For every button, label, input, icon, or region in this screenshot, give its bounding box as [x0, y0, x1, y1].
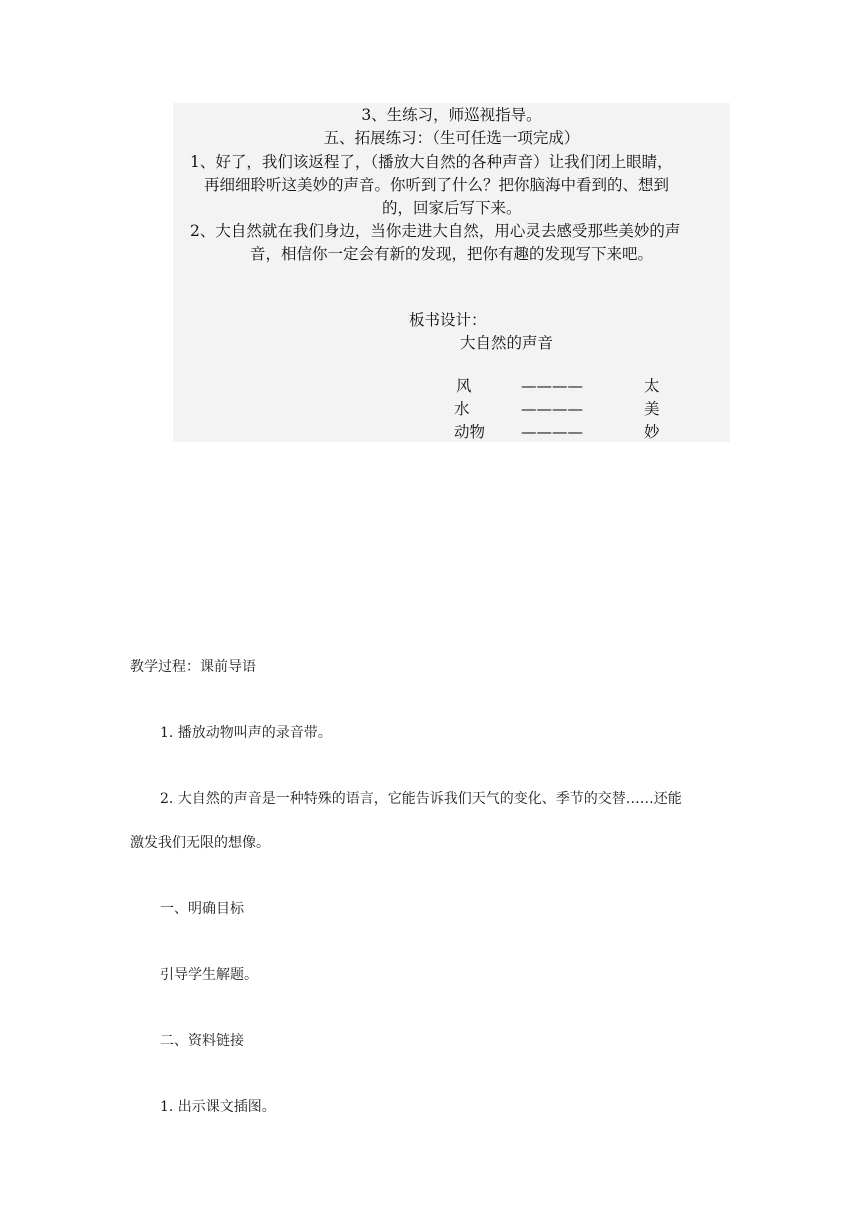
board-row-dash: ————: [521, 423, 583, 441]
extension-item-1-line-2: 再细细聆听这美妙的声音。你听到了什么？把你脑海中看到的、想到: [204, 176, 670, 194]
extension-item-1-line-3: 的，回家后写下来。: [382, 199, 522, 217]
paragraph-item-2-line-2: 激发我们无限的想像。: [130, 835, 270, 851]
board-design-title: 大自然的声音: [460, 334, 554, 352]
practice-line: 3、生练习，师巡视指导。: [361, 106, 542, 124]
board-row-right: 美: [644, 400, 660, 418]
board-design-label: 板书设计：: [409, 311, 487, 329]
section-heading-goals: 一、明确目标: [160, 901, 244, 917]
paragraph-item-2-line-1: 2. 大自然的声音是一种特殊的语言，它能告诉我们天气的变化、季节的交替……还能: [160, 791, 682, 807]
board-row-left: 风: [456, 377, 472, 395]
extension-item-2-line-1: 2、大自然就在我们身边，当你走进大自然，用心灵去感受那些美妙的声: [190, 222, 681, 240]
extension-item-1-line-1: 1、好了，我们该返程了，（播放大自然的各种声音）让我们闭上眼睛，: [190, 153, 673, 171]
board-row-dash: ————: [521, 377, 583, 395]
board-row-dash: ————: [521, 400, 583, 418]
shaded-text-box: [173, 103, 730, 442]
extension-item-2-line-2: 音，相信你一定会有新的发现，把你有趣的发现写下来吧。: [250, 245, 654, 263]
board-row-left: 动物: [454, 423, 486, 441]
board-row-right: 妙: [644, 423, 660, 441]
section-heading-teaching-process: 教学过程：课前导语: [130, 659, 256, 675]
extension-heading: 五、拓展练习：（生可任选一项完成）: [323, 129, 580, 147]
goals-text: 引导学生解题。: [160, 967, 258, 983]
section-heading-materials: 二、资料链接: [160, 1033, 244, 1049]
materials-item-1: 1. 出示课文插图。: [160, 1099, 276, 1115]
board-row-right: 太: [644, 377, 660, 395]
paragraph-item-1: 1. 播放动物叫声的录音带。: [160, 725, 332, 741]
board-row-left: 水: [454, 400, 470, 418]
